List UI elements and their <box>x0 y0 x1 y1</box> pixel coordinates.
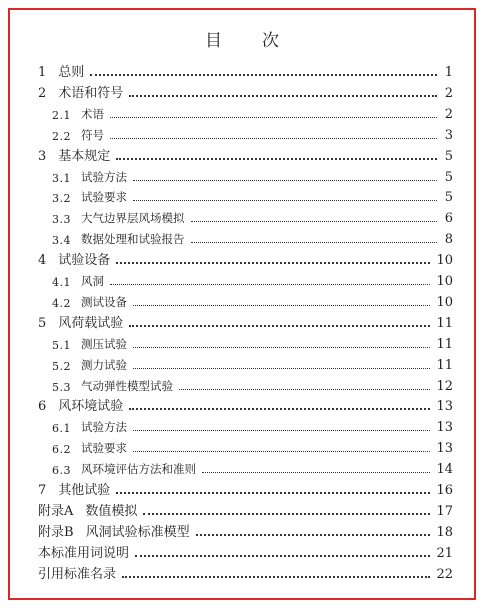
toc-entry[interactable] <box>52 208 453 226</box>
toc-entry-page: 13 <box>436 441 453 457</box>
toc-entry[interactable] <box>38 62 453 80</box>
toc-entry-number: 3.3 <box>52 213 71 227</box>
toc-dot-leader <box>133 180 437 181</box>
toc-dot-leader <box>116 262 430 264</box>
toc-entry-page: 2 <box>444 106 453 122</box>
toc-dot-leader <box>129 325 430 327</box>
toc-entry-title: 风荷载试验 <box>58 315 124 331</box>
toc-dot-leader <box>110 138 437 139</box>
toc-entry-number: 1 <box>38 65 47 80</box>
toc-dot-leader <box>133 305 430 306</box>
toc-entry-title: 数值模拟 <box>85 503 138 519</box>
toc-entry[interactable] <box>38 396 453 414</box>
toc-entry-page: 10 <box>436 274 453 289</box>
toc-entry-page: 1 <box>444 65 453 80</box>
toc-entry-number: 3.1 <box>52 171 71 185</box>
toc-dot-leader <box>129 408 430 410</box>
toc-dot-leader <box>116 492 430 494</box>
toc-entry-page: 11 <box>436 315 453 331</box>
toc-entry-number: 3 <box>38 148 47 164</box>
toc-entry-title: 总则 <box>58 65 85 80</box>
toc-entry-number: 6.3 <box>52 464 71 478</box>
toc-entry[interactable] <box>38 543 453 561</box>
toc-dot-leader <box>90 74 437 76</box>
toc-entry-title: 气动弹性模型试验 <box>81 378 173 393</box>
toc-dot-leader <box>179 389 430 390</box>
toc-dot-leader <box>191 221 438 222</box>
toc-dot-leader <box>133 451 430 452</box>
toc-dot-leader <box>202 472 430 473</box>
toc-entry-page: 13 <box>436 420 453 436</box>
toc-entry-title: 引用标准名录 <box>38 566 117 582</box>
toc-entry-number: 3.4 <box>52 234 71 248</box>
toc-entry-number: 7 <box>38 483 47 498</box>
toc-entry-title: 试验要求 <box>81 441 127 456</box>
toc-dot-leader <box>133 347 430 348</box>
toc-entry[interactable] <box>52 459 453 477</box>
toc-entry[interactable] <box>38 250 453 268</box>
toc-entry-page: 5 <box>444 190 453 206</box>
toc-entry-number: 3.2 <box>52 192 71 206</box>
toc-entry[interactable] <box>52 187 453 205</box>
toc-entry-title: 其他试验 <box>58 483 111 498</box>
toc-entry-page: 2 <box>444 85 453 101</box>
toc-entry[interactable] <box>52 417 453 435</box>
toc-entry-page: 21 <box>436 545 453 561</box>
toc-dot-leader <box>116 158 437 160</box>
toc-entry-title: 风环境试验 <box>58 399 124 415</box>
toc-entry-number: 4.2 <box>52 296 71 310</box>
toc-entry-number: 2.1 <box>52 108 71 122</box>
toc-entry-number: 5 <box>38 315 47 331</box>
toc-dot-leader <box>196 534 431 536</box>
toc-entry-page: 11 <box>436 336 453 352</box>
toc-entry[interactable] <box>52 229 453 247</box>
toc-entry-title: 测力试验 <box>81 357 127 372</box>
page-title <box>10 26 474 51</box>
toc-dot-leader <box>110 117 437 118</box>
toc-entry-number: 6.1 <box>52 422 71 436</box>
toc-entry-title: 本标准用词说明 <box>38 545 130 561</box>
toc-dot-leader <box>133 430 430 431</box>
toc-entry-title: 风洞试验标准模型 <box>85 524 190 540</box>
toc-entry[interactable] <box>52 125 453 143</box>
toc-entry-page: 13 <box>436 399 453 415</box>
toc-entry-number: 5.2 <box>52 359 71 373</box>
toc-entry-page: 14 <box>436 462 453 478</box>
toc-dot-leader <box>143 513 430 515</box>
toc-entry-number: 4 <box>38 253 47 269</box>
toc-entry-number: 6 <box>38 399 47 415</box>
toc-entry-title: 试验设备 <box>58 253 111 269</box>
toc-dot-leader <box>110 284 430 285</box>
toc-entry[interactable] <box>52 167 453 185</box>
toc-entry-page: 10 <box>436 253 453 269</box>
toc-dot-leader <box>135 555 430 557</box>
toc-entry-number: 2 <box>38 85 47 101</box>
toc-entry[interactable] <box>52 334 453 352</box>
toc-entry-title: 风洞 <box>81 274 104 288</box>
toc-dot-leader <box>133 200 437 201</box>
toc-dot-leader <box>133 368 430 369</box>
toc-entry-page: 22 <box>436 566 453 582</box>
toc-entry[interactable] <box>52 292 453 310</box>
title-char-left: 目 <box>205 31 222 51</box>
toc-entry-page: 16 <box>436 483 453 498</box>
toc-entry-page: 18 <box>436 524 453 540</box>
toc-dot-leader <box>129 95 437 97</box>
toc-entry-number: 2.2 <box>52 129 71 143</box>
toc-entry-page: 6 <box>444 211 453 227</box>
toc-entry[interactable] <box>38 480 453 498</box>
toc-entry-title: 符号 <box>81 127 104 142</box>
toc-entry-title: 测试设备 <box>81 294 127 309</box>
toc-entry-number: 5.1 <box>52 338 71 352</box>
toc-entry-number: 6.2 <box>52 443 71 457</box>
toc-entry[interactable] <box>38 564 453 582</box>
toc-entry-title: 大气边界层风场模拟 <box>81 211 185 226</box>
toc-dot-leader <box>122 576 430 578</box>
toc-entry[interactable] <box>38 313 453 331</box>
toc-entry-page: 17 <box>436 503 453 519</box>
toc-entry-title: 测压试验 <box>81 336 127 351</box>
toc-entry-title: 风环境评估方法和准则 <box>81 462 196 477</box>
toc-entry[interactable] <box>38 522 453 540</box>
toc-entry-title: 术语和符号 <box>58 85 124 101</box>
toc-dot-leader <box>191 242 438 243</box>
toc-entry-number: 附录B <box>38 524 74 540</box>
toc-entry-page: 5 <box>444 169 453 185</box>
toc-entry[interactable] <box>38 83 453 101</box>
toc-entry-title: 试验方法 <box>81 420 127 435</box>
toc-entry-title: 术语 <box>81 106 104 121</box>
toc-entry[interactable] <box>52 104 453 122</box>
toc-entry[interactable] <box>52 355 453 373</box>
toc-entry-title: 试验方法 <box>81 169 127 184</box>
toc-entry[interactable] <box>38 146 453 164</box>
toc-entry-title: 数据处理和试验报告 <box>81 232 185 247</box>
toc-entry-page: 12 <box>436 378 453 394</box>
toc-entry[interactable] <box>38 501 453 519</box>
toc-entry-page: 10 <box>436 294 453 310</box>
toc-entry-number: 4.1 <box>52 276 71 289</box>
toc-entry-page: 3 <box>444 127 453 143</box>
toc-entry[interactable] <box>52 376 453 394</box>
title-char-right: 次 <box>262 31 279 51</box>
toc-entry-page: 11 <box>436 357 453 373</box>
toc-entry-number: 附录A <box>38 503 74 519</box>
toc-entry-page: 5 <box>444 148 453 164</box>
toc-entry-title: 试验要求 <box>81 190 127 205</box>
toc-entry-number: 5.3 <box>52 380 71 394</box>
toc-entry-page: 8 <box>444 232 453 248</box>
document-frame <box>8 8 476 600</box>
toc-entry[interactable] <box>52 438 453 456</box>
toc-entry-title: 基本规定 <box>58 148 111 164</box>
toc-entry[interactable] <box>52 271 453 289</box>
